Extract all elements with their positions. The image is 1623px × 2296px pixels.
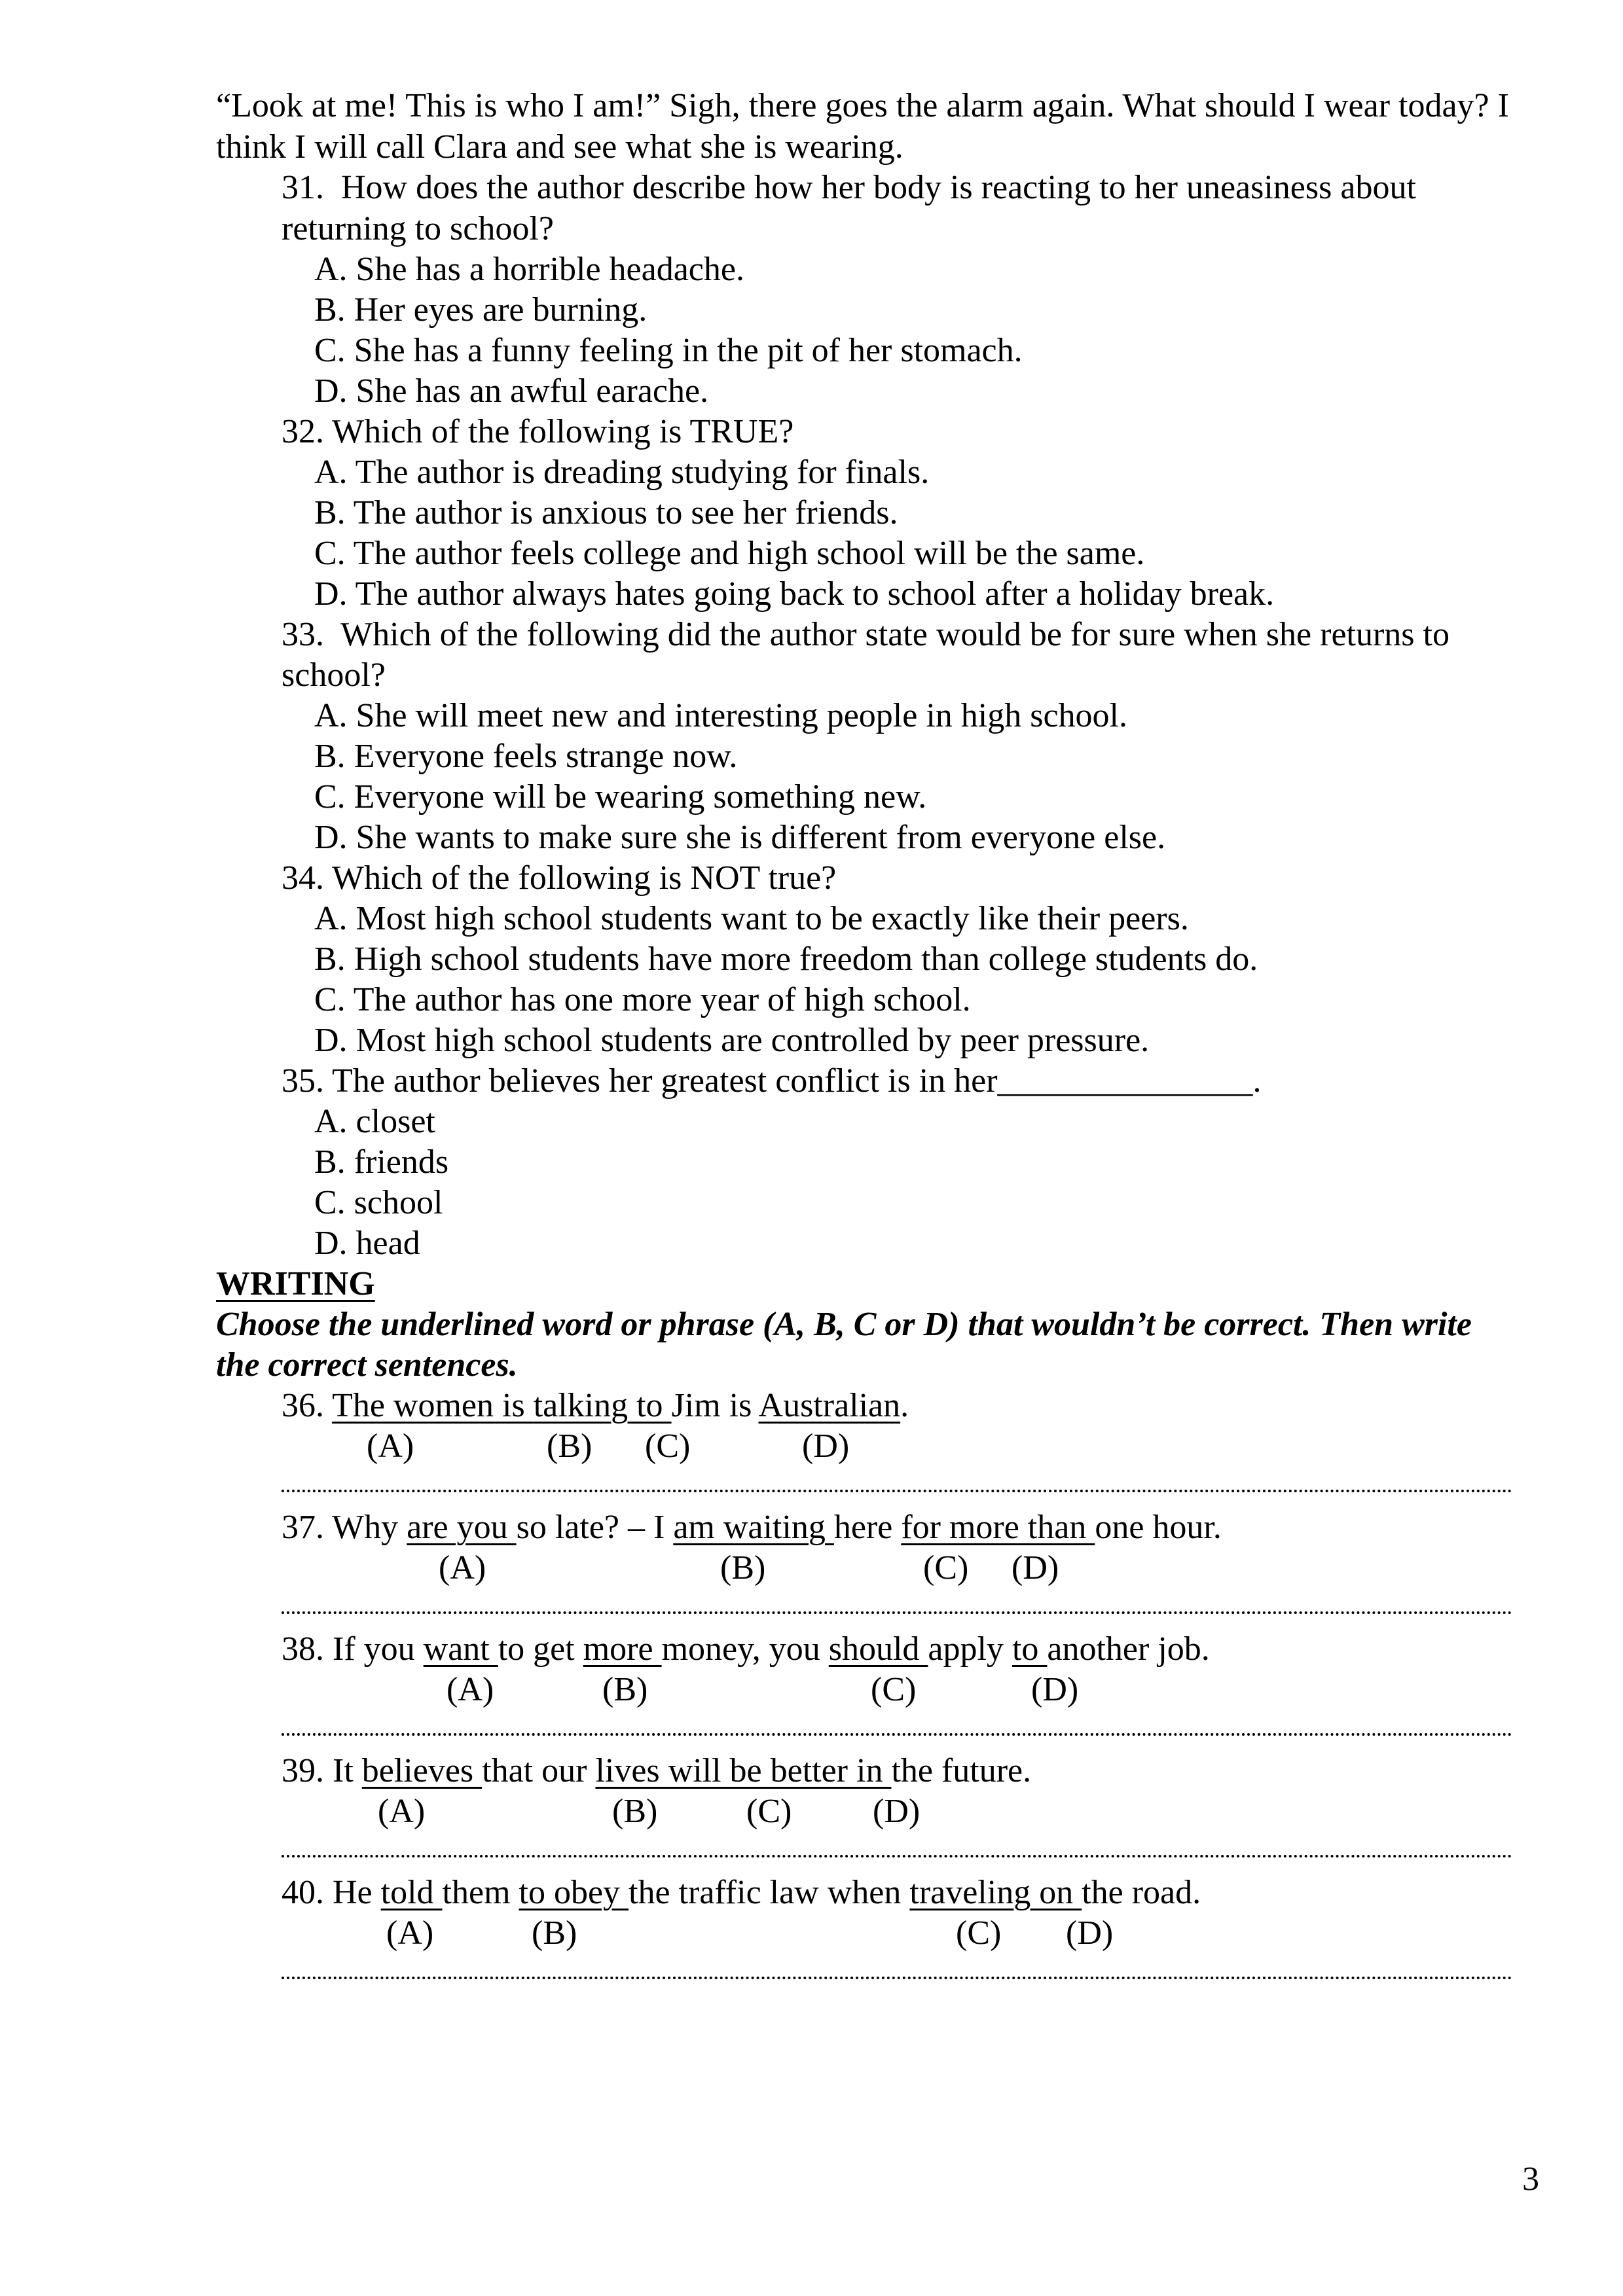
- q40-underline-a: told: [380, 1874, 443, 1911]
- q36-underline-a: The women: [332, 1387, 502, 1424]
- question-36: 36. The women is talking to Jim is Australian.: [282, 1387, 909, 1424]
- question-32: 32. Which of the following is TRUE?: [282, 413, 794, 450]
- q38-underline-d: to: [1012, 1630, 1048, 1668]
- q39-label-d: (D): [873, 1793, 921, 1830]
- question-33-line-1: 33. Which of the following did the author state would be for sure when she returns to: [282, 616, 1450, 653]
- q39-underline-a: believes: [361, 1752, 483, 1789]
- question-33-line-2: school?: [282, 656, 386, 694]
- writing-instruction-line-1: Choose the underlined word or phrase (A, B, C or D) that wouldn’t be correct. Then write: [216, 1306, 1472, 1343]
- q38-label-b: (B): [602, 1671, 648, 1708]
- q40-label-b: (B): [532, 1914, 577, 1952]
- q39-answer-line[interactable]: [282, 1852, 1512, 1859]
- q38-underline-c: should: [828, 1630, 928, 1668]
- question-40: 40. He told them to obey the traffic law when traveling on the road.: [282, 1874, 1201, 1911]
- q36-answer-line[interactable]: [282, 1487, 1512, 1494]
- q38-label-a: (A): [447, 1671, 494, 1708]
- q32-option-c: C. The author feels college and high school will be the same.: [314, 535, 1145, 572]
- question-31-line-1: 31. How does the author describe how her body is reacting to her uneasiness about: [282, 169, 1416, 206]
- q38-underline-b: more: [583, 1630, 662, 1668]
- question-35: 35. The author believes her greatest conflict is in her_______________.: [282, 1062, 1262, 1100]
- q39-underline-bcd: lives will be better in: [595, 1752, 892, 1789]
- q35-option-d: D. head: [314, 1225, 420, 1262]
- q32-option-b: B. The author is anxious to see her friends.: [314, 494, 898, 531]
- q31-option-d: D. She has an awful earache.: [314, 372, 709, 410]
- q39-label-b: (B): [612, 1793, 658, 1830]
- q35-option-c: C. school: [314, 1184, 443, 1221]
- q33-option-c: C. Everyone will be wearing something new.: [314, 778, 927, 816]
- question-39: 39. It believes that our lives will be better in the future.: [282, 1752, 1032, 1789]
- q36-underline-b: is: [502, 1387, 534, 1424]
- q37-label-a: (A): [439, 1549, 486, 1587]
- q39-label-c: (C): [746, 1793, 792, 1830]
- question-38: 38. If you want to get more money, you should apply to another job.: [282, 1630, 1210, 1668]
- q32-option-d: D. The author always hates going back to school after a holiday break.: [314, 575, 1275, 613]
- passage-line-1: “Look at me! This is who I am!” Sigh, there goes the alarm again. What should I wear today? I: [216, 87, 1509, 124]
- q36-label-c: (C): [645, 1427, 691, 1465]
- q34-option-b: B. High school students have more freedom than college students do.: [314, 941, 1258, 978]
- q40-answer-line[interactable]: [282, 1974, 1512, 1981]
- q31-option-a: A. She has a horrible headache.: [314, 251, 744, 288]
- q38-answer-line[interactable]: [282, 1731, 1512, 1737]
- q31-option-c: C. She has a funny feeling in the pit of her stomach.: [314, 332, 1023, 369]
- q38-underline-a: want: [423, 1630, 498, 1668]
- q40-underline-b: to obey: [519, 1874, 629, 1911]
- q37-label-c: (C): [923, 1549, 969, 1587]
- q36-label-a: (A): [367, 1427, 414, 1465]
- q33-option-a: A. She will meet new and interesting people in high school.: [314, 697, 1127, 734]
- q32-option-a: A. The author is dreading studying for finals.: [314, 454, 930, 491]
- q37-underline-a: are you: [407, 1509, 517, 1546]
- q40-label-a: (A): [386, 1914, 434, 1952]
- q37-label-b: (B): [720, 1549, 766, 1587]
- q37-answer-line[interactable]: [282, 1609, 1512, 1615]
- q39-label-a: (A): [378, 1793, 426, 1830]
- page-number: 3: [1522, 2161, 1539, 2198]
- q37-label-d: (D): [1012, 1549, 1059, 1587]
- q37-underline-b: am waiting: [673, 1509, 834, 1546]
- q36-label-b: (B): [547, 1427, 593, 1465]
- q38-label-d: (D): [1031, 1671, 1079, 1708]
- question-34: 34. Which of the following is NOT true?: [282, 859, 837, 897]
- q37-underline-c: for more than: [901, 1509, 1095, 1546]
- q34-option-c: C. The author has one more year of high school.: [314, 981, 971, 1018]
- q33-option-d: D. She wants to make sure she is different from everyone else.: [314, 819, 1166, 856]
- q36-underline-c: talking to: [533, 1387, 672, 1424]
- q40-label-c: (C): [956, 1914, 1002, 1952]
- q35-option-b: B. friends: [314, 1143, 449, 1181]
- q38-label-c: (C): [871, 1671, 917, 1708]
- q36-underline-d: Australian: [758, 1387, 901, 1424]
- question-37: 37. Why are you so late? – I am waiting here for more than one hour.: [282, 1509, 1222, 1546]
- q35-option-a: A. closet: [314, 1103, 435, 1140]
- q31-option-b: B. Her eyes are burning.: [314, 291, 647, 329]
- q34-option-d: D. Most high school students are controlled by peer pressure.: [314, 1022, 1150, 1059]
- q40-label-d: (D): [1066, 1914, 1114, 1952]
- q34-option-a: A. Most high school students want to be exactly like their peers.: [314, 900, 1189, 937]
- q33-option-b: B. Everyone feels strange now.: [314, 738, 738, 775]
- writing-instruction-line-2: the correct sentences.: [216, 1346, 518, 1384]
- passage-line-2: think I will call Clara and see what she is wearing.: [216, 128, 903, 166]
- q36-label-d: (D): [802, 1427, 850, 1465]
- q40-underline-cd: traveling on: [909, 1874, 1082, 1911]
- question-31-line-2: returning to school?: [282, 210, 554, 247]
- writing-heading: WRITING: [216, 1265, 375, 1302]
